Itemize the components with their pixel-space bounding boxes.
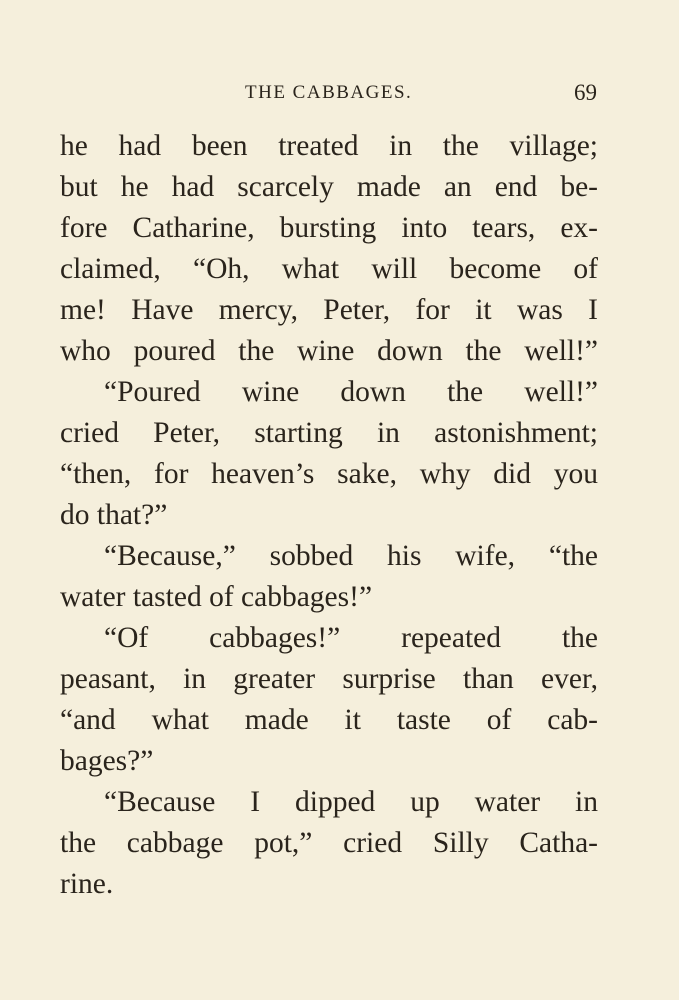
text-line: claimed, “Oh, what will become of: [60, 253, 598, 285]
text-line: “Because I dipped up water in: [104, 786, 598, 818]
text-line: “Poured wine down the well!”: [104, 376, 598, 408]
text-line: he had been treated in the village;: [60, 130, 598, 162]
text-line: fore Catharine, bursting into tears, ex-: [60, 212, 598, 244]
text-line: who poured the wine down the well!”: [60, 335, 598, 367]
text-line: “Because,” sobbed his wife, “the: [104, 540, 598, 572]
text-line: bages?”: [60, 745, 154, 777]
page-header: [0, 78, 679, 108]
text-line: “Of cabbages!” repeated the: [104, 622, 598, 654]
text-line: cried Peter, starting in astonishment;: [60, 417, 598, 449]
text-line: but he had scarcely made an end be-: [60, 171, 598, 203]
page-number: 69: [574, 80, 597, 105]
text-line: water tasted of cabbages!”: [60, 581, 373, 613]
text-line: “and what made it taste of cab-: [60, 704, 598, 736]
text-line: peasant, in greater surprise than ever,: [60, 663, 598, 695]
text-line: me! Have mercy, Peter, for it was I: [60, 294, 598, 326]
text-line: “then, for heaven’s sake, why did you: [60, 458, 598, 490]
body-text: [60, 126, 598, 905]
text-line: the cabbage pot,” cried Silly Catha-: [60, 827, 598, 859]
text-line: do that?”: [60, 499, 168, 531]
running-head: THE CABBAGES.: [245, 82, 413, 103]
text-line: rine.: [60, 868, 114, 900]
